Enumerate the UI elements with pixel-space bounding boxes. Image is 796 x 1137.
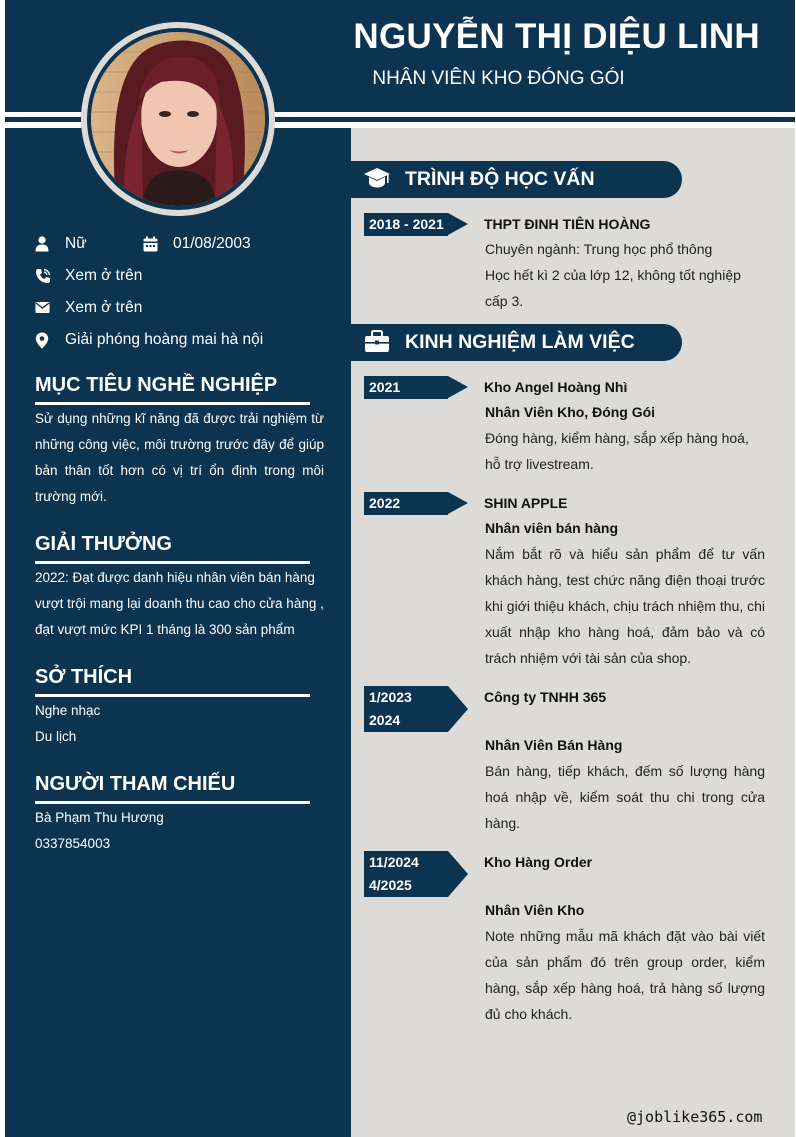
education-note: Học hết kì 2 của lớp 12, không tốt nghiệp cấp 3. — [485, 267, 741, 309]
experience-date: 2021 — [369, 379, 401, 395]
date-tag-arrow — [448, 376, 468, 398]
divider — [35, 561, 310, 564]
experience-company: Kho Hàng Order — [484, 854, 593, 870]
experience-date-tag — [364, 851, 453, 897]
experience-date-tag — [364, 492, 448, 515]
education-section-header — [351, 161, 682, 198]
avatar-image — [91, 32, 265, 206]
experience-date-start: 11/2024 — [369, 854, 419, 870]
avatar — [91, 32, 265, 206]
email-value: Xem ở trên — [65, 299, 143, 316]
awards-text: 2022: Đạt được danh hiệu nhân viên bán hàng vượt trội mang lại doanh thu cao cho cửa hàng , đạt vượt mức KPI 1 tháng là 300 sản phẩm — [35, 570, 324, 637]
education-school: THPT ĐINH TIÊN HOÀNG — [484, 216, 651, 232]
date-tag-arrow — [448, 851, 468, 897]
experience-role: Nhân Viên Kho, Đóng Gói — [485, 404, 656, 420]
experience-date-start: 1/2023 — [369, 689, 412, 705]
experience-description: Đóng hàng, kiểm hàng, sắp xếp hàng hoá, hỗ trợ livestream. — [485, 430, 749, 472]
location-icon — [35, 332, 49, 349]
experience-description: Bán hàng, tiếp khách, đếm số lượng hàng hoá nhập về, kiểm soát thu chi trong cửa hàng. — [485, 763, 765, 831]
experience-role: Nhân Viên Bán Hàng — [485, 737, 623, 753]
candidate-name: NGUYỄN THỊ DIỆU LINH — [353, 17, 760, 56]
date-tag-arrow — [448, 686, 468, 732]
objective-heading: MỤC TIÊU NGHỀ NGHIỆP — [35, 374, 278, 396]
hobby-item: Du lịch — [35, 729, 77, 744]
experience-date-separator: - — [448, 854, 453, 870]
education-heading: TRÌNH ĐỘ HỌC VẤN — [405, 168, 595, 190]
experience-heading: KINH NGHIỆM LÀM VIỆC — [405, 331, 635, 353]
phone-icon — [35, 268, 51, 284]
experience-company: Kho Angel Hoàng Nhì — [484, 379, 628, 395]
candidate-job-title: NHÂN VIÊN KHO ĐÓNG GÓI — [372, 68, 625, 89]
watermark: @joblike365.com — [627, 1108, 763, 1126]
briefcase-icon — [363, 329, 391, 355]
experience-section-header — [351, 324, 682, 361]
birthdate-value: 01/08/2003 — [173, 235, 251, 252]
experience-description: Nắm bắt rõ và hiểu sản phẩm để tư vấn khách hàng, test chức năng điện thoại trước khi giới thiệu khách, chịu trách nhiệm thu, chi xuất nhập kho hàng hoá, đảm bảo và có trách nhiệm với tài sản của shop. — [485, 546, 765, 666]
experience-date-tag — [364, 376, 448, 399]
user-icon — [35, 236, 49, 252]
phone-value: Xem ở trên — [65, 267, 143, 284]
objective-text: Sử dụng những kĩ năng đã được trải nghiệm từ những công việc, môi trường trước đây để giúp bản thân tốt hơn có vị trí ổn định trong môi trường mới. — [35, 411, 324, 504]
education-date-tag — [364, 213, 448, 236]
resume-page — [5, 0, 795, 1137]
experience-date-end: 2024 — [369, 712, 401, 728]
reference-name: Bà Phạm Thu Hương — [35, 810, 164, 825]
email-icon — [35, 300, 50, 314]
education-major: Chuyên ngành: Trung học phổ thông — [485, 241, 713, 257]
experience-date-separator: - — [448, 689, 453, 705]
references-heading: NGƯỜI THAM CHIẾU — [35, 773, 236, 795]
divider — [35, 801, 310, 804]
experience-role: Nhân Viên Kho — [485, 902, 585, 918]
experience-company: Công ty TNHH 365 — [484, 689, 607, 705]
awards-heading: GIẢI THƯỞNG — [35, 533, 172, 555]
experience-date: 2022 — [369, 495, 401, 511]
calendar-icon — [143, 236, 158, 252]
divider — [35, 694, 310, 697]
date-tag-arrow — [448, 213, 468, 235]
hobbies-heading: SỞ THÍCH — [35, 666, 133, 688]
divider — [35, 402, 310, 405]
experience-date-tag — [364, 686, 453, 732]
address-value: Giải phóng hoàng mai hà nội — [65, 331, 264, 348]
graduation-cap-icon — [363, 166, 391, 192]
education-date: 2018 - 2021 — [369, 216, 444, 232]
gender-value: Nữ — [65, 235, 87, 252]
experience-description: Note những mẫu mã khách đặt vào bài viết của sản phẩm đó trên group order, kiểm hàng, sắp xếp hàng hoá, trả hàng số lượng đủ cho khách. — [485, 928, 765, 1022]
hobby-item: Nghe nhạc — [35, 703, 101, 718]
reference-phone: 0337854003 — [35, 836, 111, 851]
experience-company: SHIN APPLE — [484, 495, 568, 511]
experience-role: Nhân viên bán hàng — [485, 520, 619, 536]
experience-date-end: 4/2025 — [369, 877, 412, 893]
date-tag-arrow — [448, 492, 468, 514]
